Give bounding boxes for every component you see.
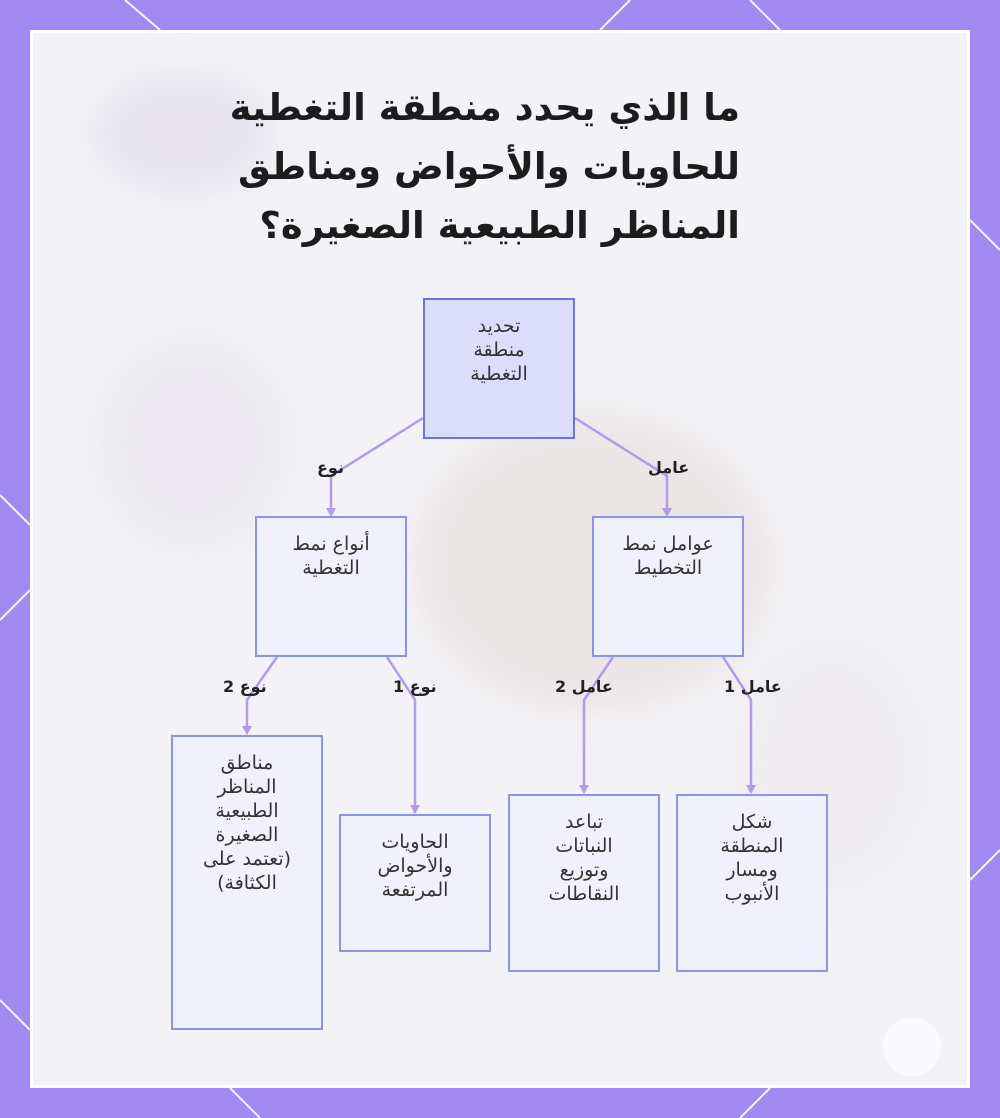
node-text: التغطية [302,557,360,579]
node-text: المناظر [217,776,277,798]
node-text: منطقة [473,339,525,361]
edge-label-factor-2: عامل 2 [555,677,613,696]
node-text: الطبيعية [215,800,279,822]
title-line: للحاويات والأحواض ومناطق [238,145,740,188]
node-text: مناطق [220,752,274,774]
arrow-head [746,785,756,794]
node-text: التخطيط [633,557,703,579]
node-text: (تعتمد على [202,848,292,870]
edge-root-to-coverage-types [331,418,423,515]
node-text: الكثافة) [217,872,277,894]
node-root [423,298,575,439]
node-text: التغطية [470,363,528,385]
node-containers [339,814,491,952]
arrow-head [410,805,420,814]
node-text: ومسار [726,859,778,881]
node-small-landscapes [171,735,323,1030]
node-text: شكل [731,811,773,833]
arrow-head [242,726,252,735]
title-line: ما الذي يحدد منطقة التغطية [229,86,740,129]
node-text: والأحواض [377,855,453,877]
edge-label-factor-1: عامل 1 [724,677,782,696]
arrow-head [579,785,589,794]
node-text: تباعد [564,811,604,833]
edge-label-factor: عامل [648,458,690,477]
edge-label-type-2: نوع 2 [223,677,267,696]
edge-label-type-1: نوع 1 [393,677,437,696]
node-text: وتوزيع [559,859,609,881]
node-text: المنطقة [720,835,784,857]
node-text: المرتفعة [381,879,449,901]
node-area-shape [676,794,828,972]
node-coverage-types [255,516,407,657]
edge-label-type: نوع [317,458,344,477]
node-text: أنواع نمط [292,533,370,555]
node-text: النباتات [555,835,613,857]
node-text: الحاويات [381,831,449,853]
node-text: عوامل نمط [622,533,714,555]
node-text: الصغيرة [215,824,279,846]
node-planning-factors [592,516,744,657]
title-line: المناظر الطبيعية الصغيرة؟ [259,204,740,247]
node-text: تحديد [477,315,521,337]
node-plant-spacing [508,794,660,972]
node-text: النقاطات [548,883,620,905]
watermark-logo [883,1018,941,1076]
node-text: الأنبوب [724,883,780,905]
